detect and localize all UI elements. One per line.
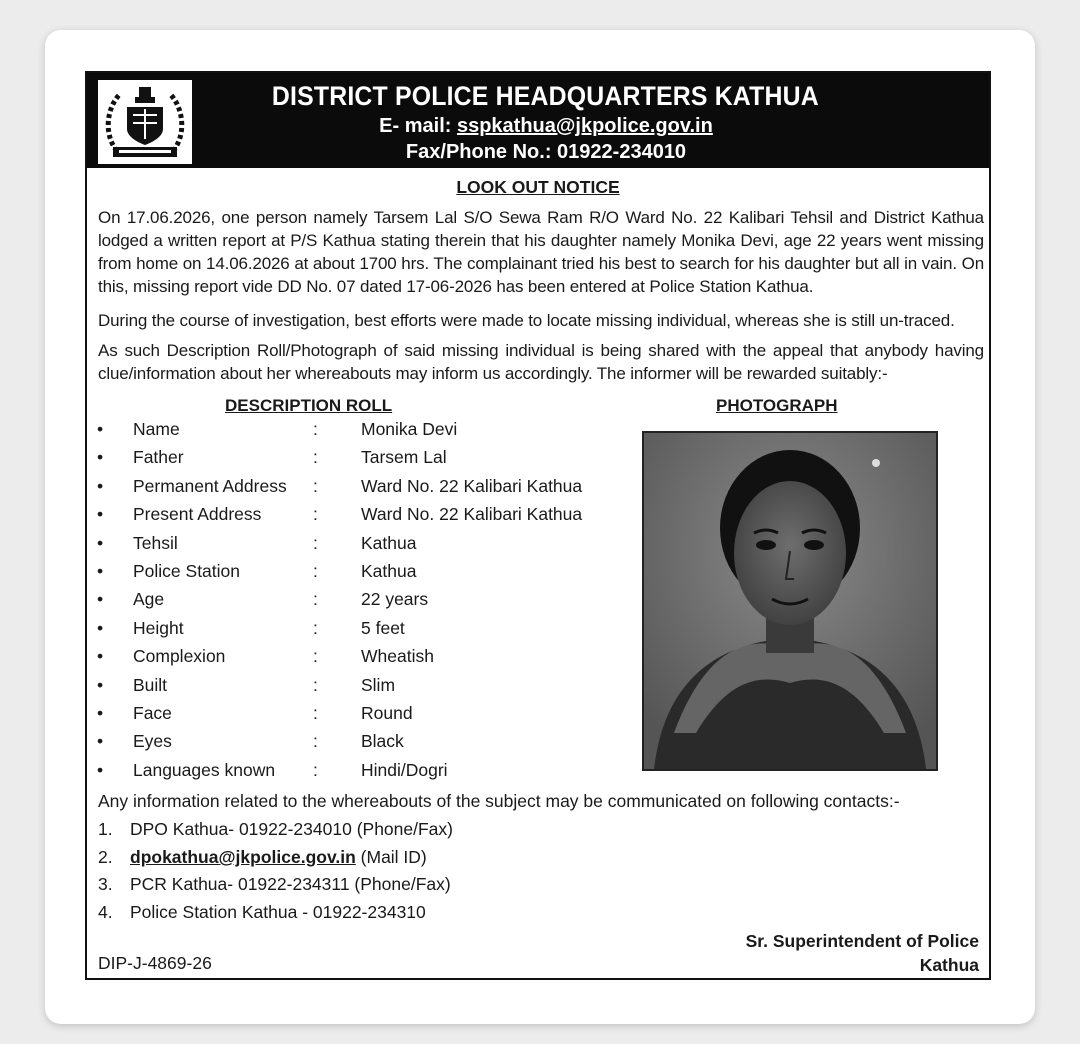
lookout-heading: LOOK OUT NOTICE <box>456 177 620 197</box>
email-label: E- mail: <box>379 115 457 137</box>
bullet-icon: • <box>97 646 104 667</box>
separator-colon: : <box>313 419 318 439</box>
dip-code: DIP-J-4869-26 <box>98 953 212 973</box>
separator-colon: : <box>313 759 318 780</box>
description-label: Built <box>133 674 168 695</box>
description-row <box>87 646 647 674</box>
description-row <box>87 589 647 617</box>
bullet-icon: • <box>97 475 104 496</box>
separator-colon: : <box>313 703 318 723</box>
description-row <box>87 476 647 504</box>
email-link[interactable]: sspkathua@jkpolice.gov.in <box>456 115 713 137</box>
missing-person-photo <box>642 431 938 771</box>
description-label: Police Station <box>133 561 241 581</box>
description-label: Name <box>133 419 180 439</box>
contact-number: 4. <box>98 902 113 922</box>
photograph-heading: PHOTOGRAPH <box>716 396 838 415</box>
separator-colon: : <box>313 646 318 667</box>
description-row <box>87 760 647 788</box>
header-title: DISTRICT POLICE HEADQUARTERS KATHUA <box>271 81 819 111</box>
bullet-icon: • <box>97 617 104 638</box>
contact-number: 1. <box>98 819 113 839</box>
description-row <box>87 618 647 646</box>
description-row <box>87 703 647 731</box>
separator-colon: : <box>313 731 318 752</box>
contact-number: 3. <box>98 874 113 894</box>
description-label: Complexion <box>133 646 226 667</box>
description-value: 5 feet <box>361 617 405 638</box>
description-value: Wheatish <box>361 646 434 667</box>
description-value: Slim <box>361 674 396 695</box>
bullet-icon: • <box>97 703 104 723</box>
description-label: Languages known <box>133 759 276 780</box>
paragraph-investigation: During the course of investigation, best efforts were made to locate missing individual, whereas she is still un-traced. <box>98 311 955 330</box>
separator-colon: : <box>313 589 318 610</box>
contact-text: PCR Kathua- 01922-234311 (Phone/Fax) <box>130 874 451 894</box>
description-label: Present Address <box>133 504 262 525</box>
dpo-email-link[interactable]: dpokathua@jkpolice.gov.in <box>130 847 356 867</box>
description-value: Monika Devi <box>361 419 458 439</box>
description-label: Eyes <box>133 731 172 752</box>
description-label: Age <box>133 589 165 610</box>
description-label: Face <box>133 703 172 723</box>
description-value: Round <box>361 703 413 723</box>
description-value: Kathua <box>361 532 417 553</box>
description-value: Kathua <box>361 561 417 581</box>
header-phone-line: Fax/Phone No.: 01922-234010 <box>405 141 687 163</box>
signature-designation: Sr. Superintendent of Police <box>745 931 979 951</box>
paragraph-report: On 17.06.2026, one person namely Tarsem Lal S/O Sewa Ram R/O Ward No. 22 Kalibari Tehsil and District Kathua lodged a written report at P/S Kathua stating therein that his daughter namely Monika Devi, age 22 years went missing from home on 14.06.2026 at about 1700 hrs. The complainant tried his best to search for his daughter but all in vain. On this, missing report vide DD No. 07 dated 17-06-2026 has been entered at Police Station Kathua. <box>98 208 984 296</box>
description-row <box>87 447 647 475</box>
bullet-icon: • <box>97 447 104 468</box>
separator-colon: : <box>313 475 318 496</box>
contact-suffix: (Mail ID) <box>355 847 427 867</box>
description-row <box>87 561 647 589</box>
description-row <box>87 731 647 759</box>
contact-number: 2. <box>98 847 113 867</box>
bullet-icon: • <box>97 759 104 780</box>
bullet-icon: • <box>97 419 104 439</box>
description-row <box>87 419 647 447</box>
description-value: 22 years <box>361 589 429 610</box>
paragraph-appeal: As such Description Roll/Photograph of said missing individual is being shared with the appeal that anybody having clue/information about her whereabouts may inform us accordingly. The informer will be rewarded suitably:- <box>98 341 984 383</box>
signature-block <box>746 929 979 977</box>
bullet-icon: • <box>97 561 104 581</box>
description-value: Hindi/Dogri <box>361 759 448 780</box>
description-label: Tehsil <box>133 532 178 553</box>
signature-location: Kathua <box>919 955 979 975</box>
description-row <box>87 675 647 703</box>
description-value: Tarsem Lal <box>361 447 447 468</box>
bullet-icon: • <box>97 589 104 610</box>
separator-colon: : <box>313 532 318 553</box>
description-roll-heading: DESCRIPTION ROLL <box>225 396 393 415</box>
bullet-icon: • <box>97 731 104 752</box>
bullet-icon: • <box>97 504 104 525</box>
description-value: Ward No. 22 Kalibari Kathua <box>361 475 583 496</box>
separator-colon: : <box>313 561 318 581</box>
description-label: Permanent Address <box>133 475 287 496</box>
description-row <box>87 533 647 561</box>
description-label: Height <box>133 617 184 638</box>
separator-colon: : <box>313 674 318 695</box>
description-value: Ward No. 22 Kalibari Kathua <box>361 504 583 525</box>
bullet-icon: • <box>97 674 104 695</box>
notice-header <box>87 73 989 168</box>
header-email-line <box>87 115 989 138</box>
lookout-notice <box>85 71 991 980</box>
contact-intro: Any information related to the whereabouts of the subject may be communicated on following contacts:- <box>98 791 900 811</box>
contact-text: Police Station Kathua - 01922-234310 <box>130 902 426 922</box>
contact-text <box>130 847 427 868</box>
bullet-icon: • <box>97 532 104 553</box>
separator-colon: : <box>313 617 318 638</box>
separator-colon: : <box>313 504 318 525</box>
description-label: Father <box>133 447 184 468</box>
description-value: Black <box>361 731 404 752</box>
separator-colon: : <box>313 447 318 468</box>
description-row <box>87 504 647 532</box>
contact-text: DPO Kathua- 01922-234010 (Phone/Fax) <box>130 819 453 839</box>
